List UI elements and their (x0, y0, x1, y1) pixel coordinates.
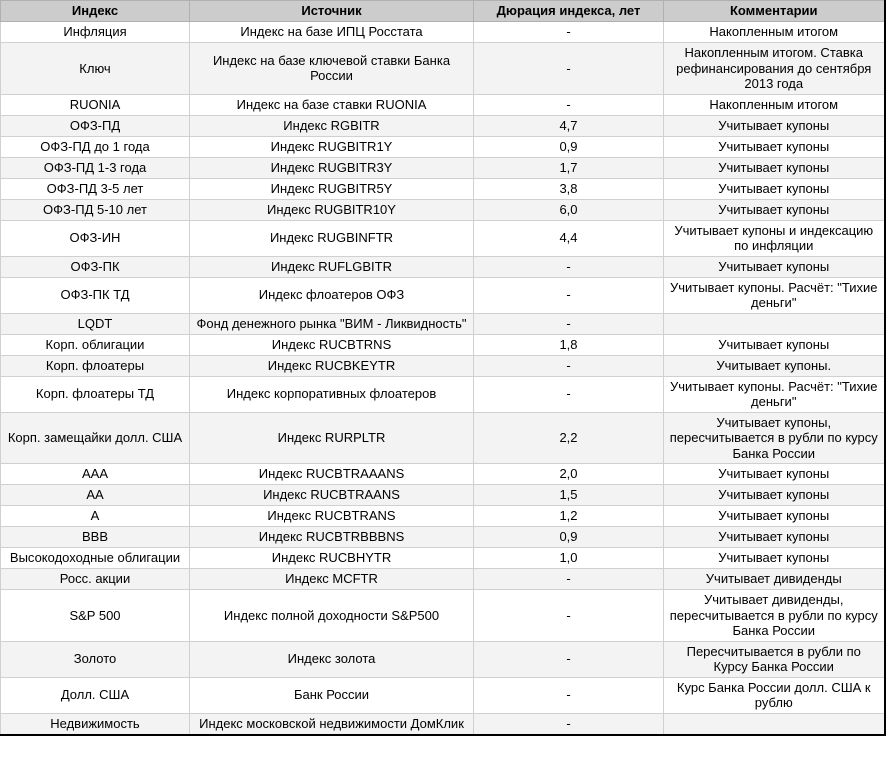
header-source: Источник (190, 1, 474, 22)
duration-cell: 3,8 (474, 178, 664, 199)
comment-cell (664, 713, 885, 735)
duration-cell: - (474, 376, 664, 412)
comment-cell: Пересчитывается в рубли по Курсу Банка России (664, 641, 885, 677)
index-cell: RUONIA (1, 94, 190, 115)
index-cell: Недвижимость (1, 713, 190, 735)
comment-cell: Учитывает купоны (664, 199, 885, 220)
table-row (1, 94, 885, 115)
index-cell: Корп. замещайки долл. США (1, 412, 190, 464)
table-row (1, 178, 885, 199)
index-cell: ОФЗ-ПД 3-5 лет (1, 178, 190, 199)
duration-cell: - (474, 277, 664, 313)
header-duration: Дюрация индекса, лет (474, 1, 664, 22)
comment-cell: Учитывает купоны (664, 136, 885, 157)
index-cell: Ключ (1, 43, 190, 95)
duration-cell: - (474, 355, 664, 376)
table-row (1, 277, 885, 313)
duration-cell: - (474, 43, 664, 95)
index-cell: Инфляция (1, 22, 190, 43)
duration-cell: 0,9 (474, 136, 664, 157)
table-row (1, 355, 885, 376)
table-row (1, 199, 885, 220)
source-cell: Индекс корпоративных флоатеров (190, 376, 474, 412)
comment-cell: Учитывает купоны (664, 157, 885, 178)
source-cell: Индекс RUCBTRANS (190, 506, 474, 527)
index-cell: ОФЗ-ПК (1, 256, 190, 277)
index-cell: Росс. акции (1, 569, 190, 590)
source-cell: Банк России (190, 677, 474, 713)
table-row (1, 412, 885, 464)
duration-cell: 0,9 (474, 527, 664, 548)
duration-cell: - (474, 94, 664, 115)
table-row (1, 527, 885, 548)
source-cell: Индекс MCFTR (190, 569, 474, 590)
table-row (1, 569, 885, 590)
source-cell: Индекс RURPLTR (190, 412, 474, 464)
comment-cell: Учитывает купоны (664, 506, 885, 527)
source-cell: Индекс полной доходности S&P500 (190, 590, 474, 642)
duration-cell: 1,5 (474, 485, 664, 506)
source-cell: Индекс на базе ключевой ставки Банка России (190, 43, 474, 95)
source-cell: Индекс RUCBHYTR (190, 548, 474, 569)
duration-cell: - (474, 713, 664, 735)
index-cell: Высокодоходные облигации (1, 548, 190, 569)
index-cell: S&P 500 (1, 590, 190, 642)
duration-cell: - (474, 256, 664, 277)
duration-cell: - (474, 569, 664, 590)
duration-cell: 1,2 (474, 506, 664, 527)
comment-cell: Учитывает купоны (664, 527, 885, 548)
table-row (1, 43, 885, 95)
duration-cell: 2,0 (474, 464, 664, 485)
duration-cell: 6,0 (474, 199, 664, 220)
table-row (1, 548, 885, 569)
source-cell: Индекс RUGBINFTR (190, 220, 474, 256)
duration-cell: 2,2 (474, 412, 664, 464)
comment-cell: Учитывает купоны (664, 178, 885, 199)
table-row (1, 136, 885, 157)
table-row (1, 22, 885, 43)
table-row (1, 256, 885, 277)
comment-cell: Учитывает купоны (664, 115, 885, 136)
duration-cell: 1,7 (474, 157, 664, 178)
comment-cell (664, 313, 885, 334)
table-row (1, 115, 885, 136)
source-cell: Индекс RUCBKEYTR (190, 355, 474, 376)
duration-cell: - (474, 677, 664, 713)
source-cell: Фонд денежного рынка "ВИМ - Ликвидность" (190, 313, 474, 334)
table-row (1, 220, 885, 256)
comment-cell: Учитывает купоны. Расчёт: "Тихие деньги" (664, 277, 885, 313)
comment-cell: Учитывает купоны (664, 334, 885, 355)
comment-cell: Накопленным итогом (664, 22, 885, 43)
source-cell: Индекс RGBITR (190, 115, 474, 136)
comment-cell: Учитывает купоны. (664, 355, 885, 376)
index-cell: ОФЗ-ИН (1, 220, 190, 256)
table-row (1, 376, 885, 412)
comment-cell: Учитывает купоны. Расчёт: "Тихие деньги" (664, 376, 885, 412)
comment-cell: Накопленным итогом (664, 94, 885, 115)
source-cell: Индекс на базе ИПЦ Росстата (190, 22, 474, 43)
comment-cell: Учитывает купоны (664, 256, 885, 277)
table-row (1, 313, 885, 334)
source-cell: Индекс RUCBTRBBBNS (190, 527, 474, 548)
table-row (1, 334, 885, 355)
comment-cell: Учитывает купоны, пересчитывается в рубли по курсу Банка России (664, 412, 885, 464)
index-cell: Долл. США (1, 677, 190, 713)
index-cell: BBB (1, 527, 190, 548)
source-cell: Индекс RUFLGBITR (190, 256, 474, 277)
source-cell: Индекс RUCBTRAANS (190, 485, 474, 506)
index-cell: ОФЗ-ПК ТД (1, 277, 190, 313)
source-cell: Индекс RUGBITR5Y (190, 178, 474, 199)
index-cell: Корп. флоатеры ТД (1, 376, 190, 412)
comment-cell: Курс Банка России долл. США к рублю (664, 677, 885, 713)
source-cell: Индекс RUGBITR3Y (190, 157, 474, 178)
header-index: Индекс (1, 1, 190, 22)
source-cell: Индекс на базе ставки RUONIA (190, 94, 474, 115)
table-row (1, 464, 885, 485)
comment-cell: Учитывает купоны и индексацию по инфляции (664, 220, 885, 256)
duration-cell: 1,0 (474, 548, 664, 569)
index-cell: A (1, 506, 190, 527)
duration-cell: 1,8 (474, 334, 664, 355)
index-cell: ОФЗ-ПД до 1 года (1, 136, 190, 157)
table-row (1, 485, 885, 506)
source-cell: Индекс московской недвижимости ДомКлик (190, 713, 474, 735)
index-cell: ОФЗ-ПД 1-3 года (1, 157, 190, 178)
index-cell: Золото (1, 641, 190, 677)
comment-cell: Учитывает купоны (664, 464, 885, 485)
duration-cell: - (474, 641, 664, 677)
table-row (1, 590, 885, 642)
source-cell: Индекс RUCBTRAAANS (190, 464, 474, 485)
source-cell: Индекс флоатеров ОФЗ (190, 277, 474, 313)
comment-cell: Накопленным итогом. Ставка рефинансирования до сентября 2013 года (664, 43, 885, 95)
source-cell: Индекс золота (190, 641, 474, 677)
comment-cell: Учитывает купоны (664, 548, 885, 569)
index-cell: ОФЗ-ПД (1, 115, 190, 136)
duration-cell: - (474, 22, 664, 43)
index-cell: Корп. облигации (1, 334, 190, 355)
source-cell: Индекс RUGBITR1Y (190, 136, 474, 157)
index-cell: ОФЗ-ПД 5-10 лет (1, 199, 190, 220)
duration-cell: - (474, 590, 664, 642)
source-cell: Индекс RUCBTRNS (190, 334, 474, 355)
comment-cell: Учитывает дивиденды (664, 569, 885, 590)
header-row (1, 1, 885, 22)
table-row (1, 677, 885, 713)
table-row (1, 506, 885, 527)
table-row (1, 157, 885, 178)
duration-cell: 4,4 (474, 220, 664, 256)
index-cell: AAA (1, 464, 190, 485)
table-row (1, 641, 885, 677)
index-cell: Корп. флоатеры (1, 355, 190, 376)
duration-cell: - (474, 313, 664, 334)
source-cell: Индекс RUGBITR10Y (190, 199, 474, 220)
header-comments: Комментарии (664, 1, 885, 22)
comment-cell: Учитывает дивиденды, пересчитывается в рубли по курсу Банка России (664, 590, 885, 642)
table-row (1, 713, 885, 735)
comment-cell: Учитывает купоны (664, 485, 885, 506)
index-cell: AA (1, 485, 190, 506)
index-cell: LQDT (1, 313, 190, 334)
duration-cell: 4,7 (474, 115, 664, 136)
